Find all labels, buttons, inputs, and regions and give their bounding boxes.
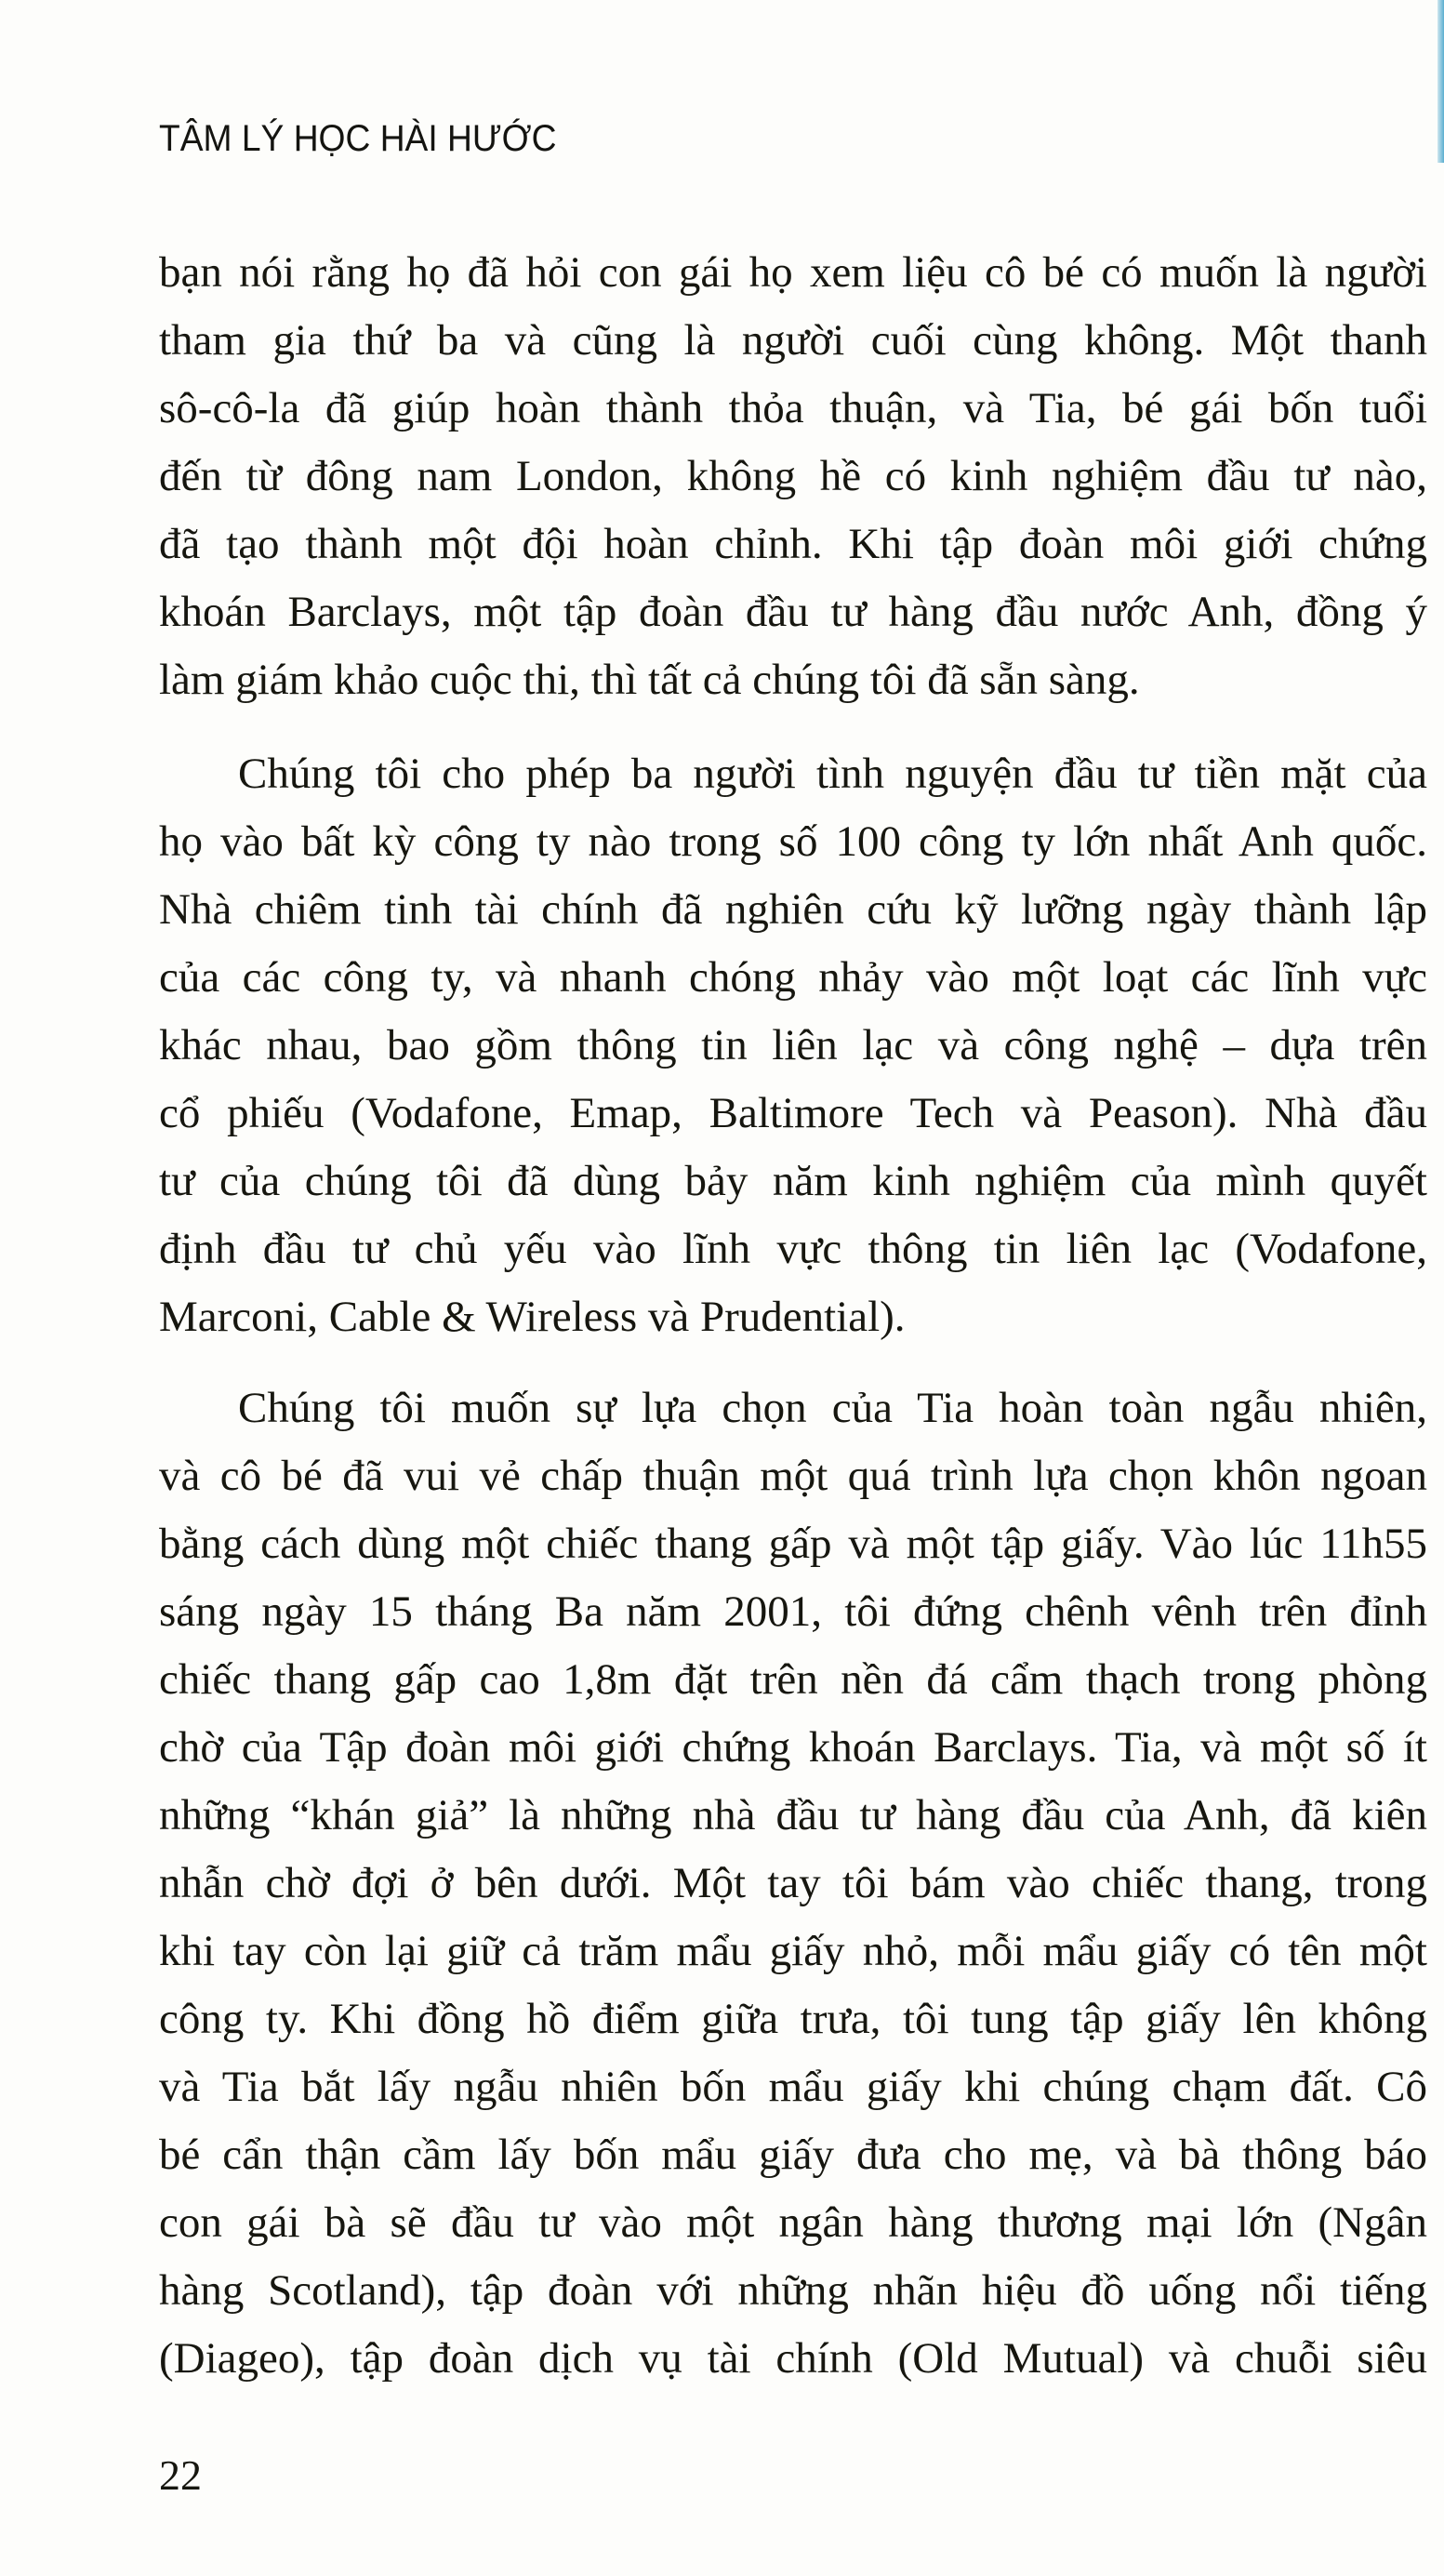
text-line: chiếc thang gấp cao 1,8m đặt trên nền đá cẩm thạch trong phòng bbox=[159, 1655, 1427, 1704]
text-line: đến từ đông nam London, không hề có kinh nghiệm đầu tư nào, bbox=[159, 452, 1427, 500]
text-line: tư của chúng tôi đã dùng bảy năm kinh nghiệm của mình quyết bbox=[159, 1157, 1427, 1205]
paragraph bbox=[159, 239, 1427, 714]
text-line: cổ phiếu (Vodafone, Emap, Baltimore Tech và Peason). Nhà đầu bbox=[159, 1089, 1427, 1137]
text-line: bạn nói rằng họ đã hỏi con gái họ xem liệu cô bé có muốn là người bbox=[159, 248, 1427, 297]
text-line: định đầu tư chủ yếu vào lĩnh vực thông tin liên lạc (Vodafone, bbox=[159, 1225, 1427, 1273]
text-line: sáng ngày 15 tháng Ba năm 2001, tôi đứng chênh vênh trên đỉnh bbox=[159, 1587, 1427, 1636]
text-line: Marconi, Cable & Wireless và Prudential). bbox=[159, 1293, 906, 1341]
text-line: (Diageo), tập đoàn dịch vụ tài chính (Old Mutual) và chuỗi siêu bbox=[159, 2334, 1427, 2383]
text-line: Chúng tôi muốn sự lựa chọn của Tia hoàn toàn ngẫu nhiên, bbox=[238, 1384, 1427, 1432]
page-number: 22 bbox=[159, 2451, 202, 2499]
text-line: tham gia thứ ba và cũng là người cuối cùng không. Một thanh bbox=[159, 316, 1427, 365]
text-line: những “khán giả” là những nhà đầu tư hàng đầu của Anh, đã kiên bbox=[159, 1791, 1427, 1839]
text-line: hàng Scotland), tập đoàn với những nhãn hiệu đồ uống nổi tiếng bbox=[159, 2266, 1427, 2315]
text-line: đã tạo thành một đội hoàn chỉnh. Khi tập đoàn môi giới chứng bbox=[159, 520, 1427, 568]
text-line: làm giám khảo cuộc thi, thì tất cả chúng tôi đã sẵn sàng. bbox=[159, 656, 1140, 704]
text-line: con gái bà sẽ đầu tư vào một ngân hàng thương mại lớn (Ngân bbox=[159, 2198, 1427, 2247]
scan-edge-strip bbox=[1437, 0, 1444, 163]
text-line: sô-cô-la đã giúp hoàn thành thỏa thuận, và Tia, bé gái bốn tuổi bbox=[159, 384, 1427, 432]
text-line: họ vào bất kỳ công ty nào trong số 100 công ty lớn nhất Anh quốc. bbox=[159, 817, 1427, 866]
text-line: chờ của Tập đoàn môi giới chứng khoán Barclays. Tia, và một số ít bbox=[159, 1723, 1427, 1772]
text-line: khác nhau, bao gồm thông tin liên lạc và công nghệ – dựa trên bbox=[159, 1021, 1427, 1069]
text-line: và Tia bắt lấy ngẫu nhiên bốn mẩu giấy khi chúng chạm đất. Cô bbox=[159, 2063, 1427, 2111]
text-line: nhẫn chờ đợi ở bên dưới. Một tay tôi bám vào chiếc thang, trong bbox=[159, 1859, 1427, 1907]
text-line: bằng cách dùng một chiếc thang gấp và một tập giấy. Vào lúc 11h55 bbox=[159, 1520, 1427, 1568]
paragraph bbox=[159, 1374, 1427, 2393]
text-line: khoán Barclays, một tập đoàn đầu tư hàng đầu nước Anh, đồng ý bbox=[159, 588, 1427, 636]
text-line: công ty. Khi đồng hồ điểm giữa trưa, tôi tung tập giấy lên không bbox=[159, 1995, 1427, 2043]
text-line: và cô bé đã vui vẻ chấp thuận một quá trình lựa chọn khôn ngoan bbox=[159, 1452, 1427, 1500]
text-line: Chúng tôi cho phép ba người tình nguyện đầu tư tiền mặt của bbox=[238, 750, 1427, 798]
text-line: của các công ty, và nhanh chóng nhảy vào một loạt các lĩnh vực bbox=[159, 953, 1427, 1002]
paragraph bbox=[159, 740, 1427, 1351]
running-title: TÂM LÝ HỌC HÀI HƯỚC bbox=[159, 118, 557, 159]
text-line: khi tay còn lại giữ cả trăm mẩu giấy nhỏ, mỗi mẩu giấy có tên một bbox=[159, 1927, 1427, 1975]
text-line: bé cẩn thận cầm lấy bốn mẩu giấy đưa cho mẹ, và bà thông báo bbox=[159, 2131, 1427, 2179]
text-line: Nhà chiêm tinh tài chính đã nghiên cứu kỹ lưỡng ngày thành lập bbox=[159, 885, 1427, 934]
